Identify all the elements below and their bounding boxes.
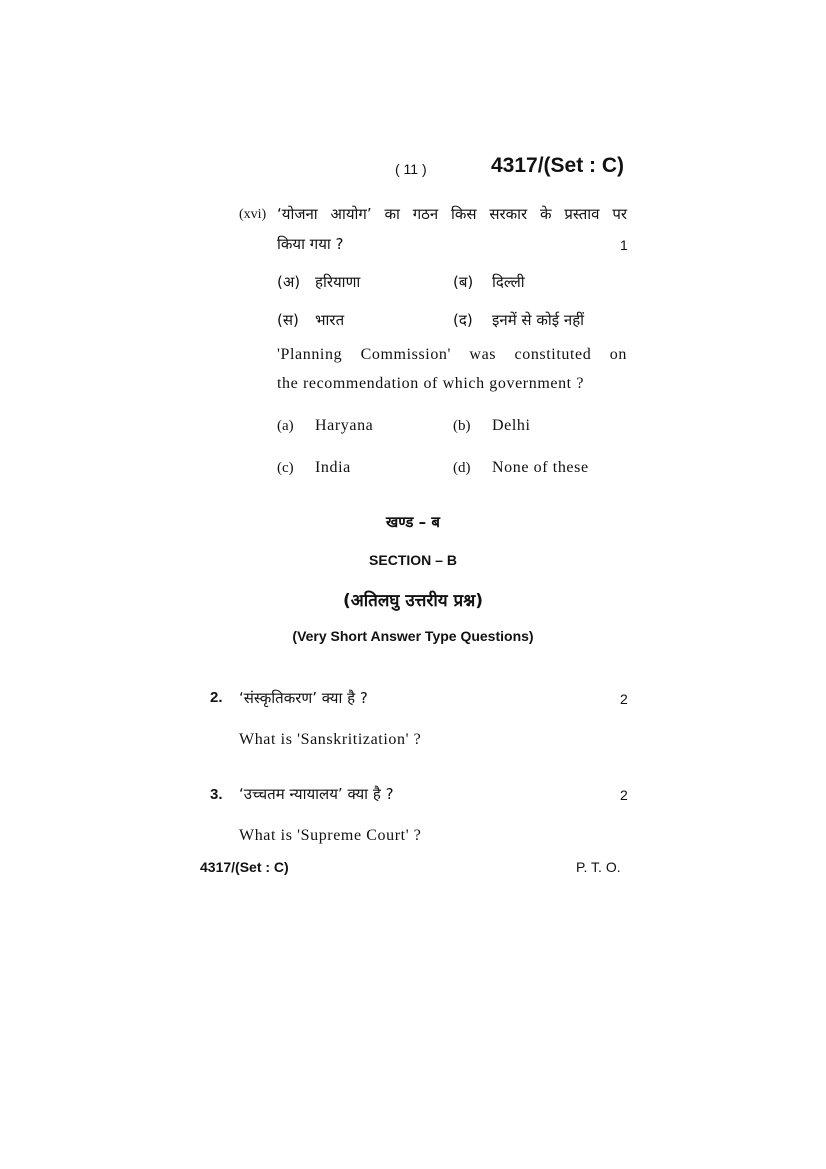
word: पर	[612, 205, 627, 223]
word: आयोग’	[330, 205, 372, 223]
footer-pto: P. T. O.	[576, 859, 621, 875]
word: Commission'	[360, 346, 451, 363]
question-number: (xvi)	[239, 207, 267, 222]
option-text: India	[315, 459, 351, 476]
question-english: What is 'Sanskritization' ?	[239, 731, 422, 748]
option-text: दिल्ली	[492, 273, 525, 291]
option-text: भारत	[315, 311, 345, 329]
word: ‘योजना	[277, 205, 318, 223]
option-text: Haryana	[315, 417, 374, 434]
footer-code: 4317/(Set : C)	[200, 859, 289, 875]
word: 'Planning	[277, 346, 343, 363]
word: प्रस्ताव	[564, 205, 600, 223]
option-text: None of these	[492, 459, 589, 476]
question-number: 3.	[210, 786, 223, 803]
question-hindi: ‘संस्कृतिकरण’ क्या है ?	[239, 689, 368, 707]
word: on	[609, 346, 627, 363]
option-label: (b)	[453, 418, 471, 434]
option-label: (ब)	[453, 273, 474, 291]
question-number: 2.	[210, 689, 223, 706]
option-text: हरियाणा	[315, 273, 361, 291]
word: was	[469, 346, 497, 363]
question-hindi-line-1	[277, 204, 627, 224]
option-label: (अ)	[277, 273, 301, 291]
word: constituted	[514, 346, 592, 363]
marks: 2	[620, 691, 628, 707]
option-label: (द)	[453, 311, 473, 329]
page-number: ( 11 )	[395, 161, 427, 177]
question-english: What is 'Supreme Court' ?	[239, 827, 422, 844]
question-english-line-1	[277, 346, 627, 364]
section-title-english: SECTION – B	[369, 552, 457, 568]
option-label: (स)	[277, 311, 299, 329]
question-english-line-2: the recommendation of which government ?	[277, 375, 585, 392]
section-subtitle-english: (Very Short Answer Type Questions)	[292, 628, 534, 644]
option-label: (d)	[453, 460, 471, 476]
option-text: इनमें से कोई नहीं	[492, 311, 585, 329]
paper-code: 4317/(Set : C)	[491, 154, 625, 177]
word: किस	[451, 205, 477, 223]
option-label: (c)	[277, 460, 294, 476]
question-hindi-line-2: किया गया ?	[277, 235, 344, 253]
word: सरकार	[489, 205, 528, 223]
option-text: Delhi	[492, 417, 531, 434]
word: गठन	[412, 205, 439, 223]
section-subtitle-hindi: (अतिलघु उत्तरीय प्रश्न)	[342, 591, 483, 611]
option-label: (a)	[277, 418, 294, 434]
word: का	[384, 205, 400, 223]
marks: 1	[620, 237, 628, 253]
marks: 2	[620, 787, 628, 803]
question-hindi: ‘उच्चतम न्यायालय’ क्या है ?	[239, 785, 394, 803]
section-title-hindi: खण्ड – ब	[386, 513, 440, 531]
word: के	[540, 205, 552, 223]
